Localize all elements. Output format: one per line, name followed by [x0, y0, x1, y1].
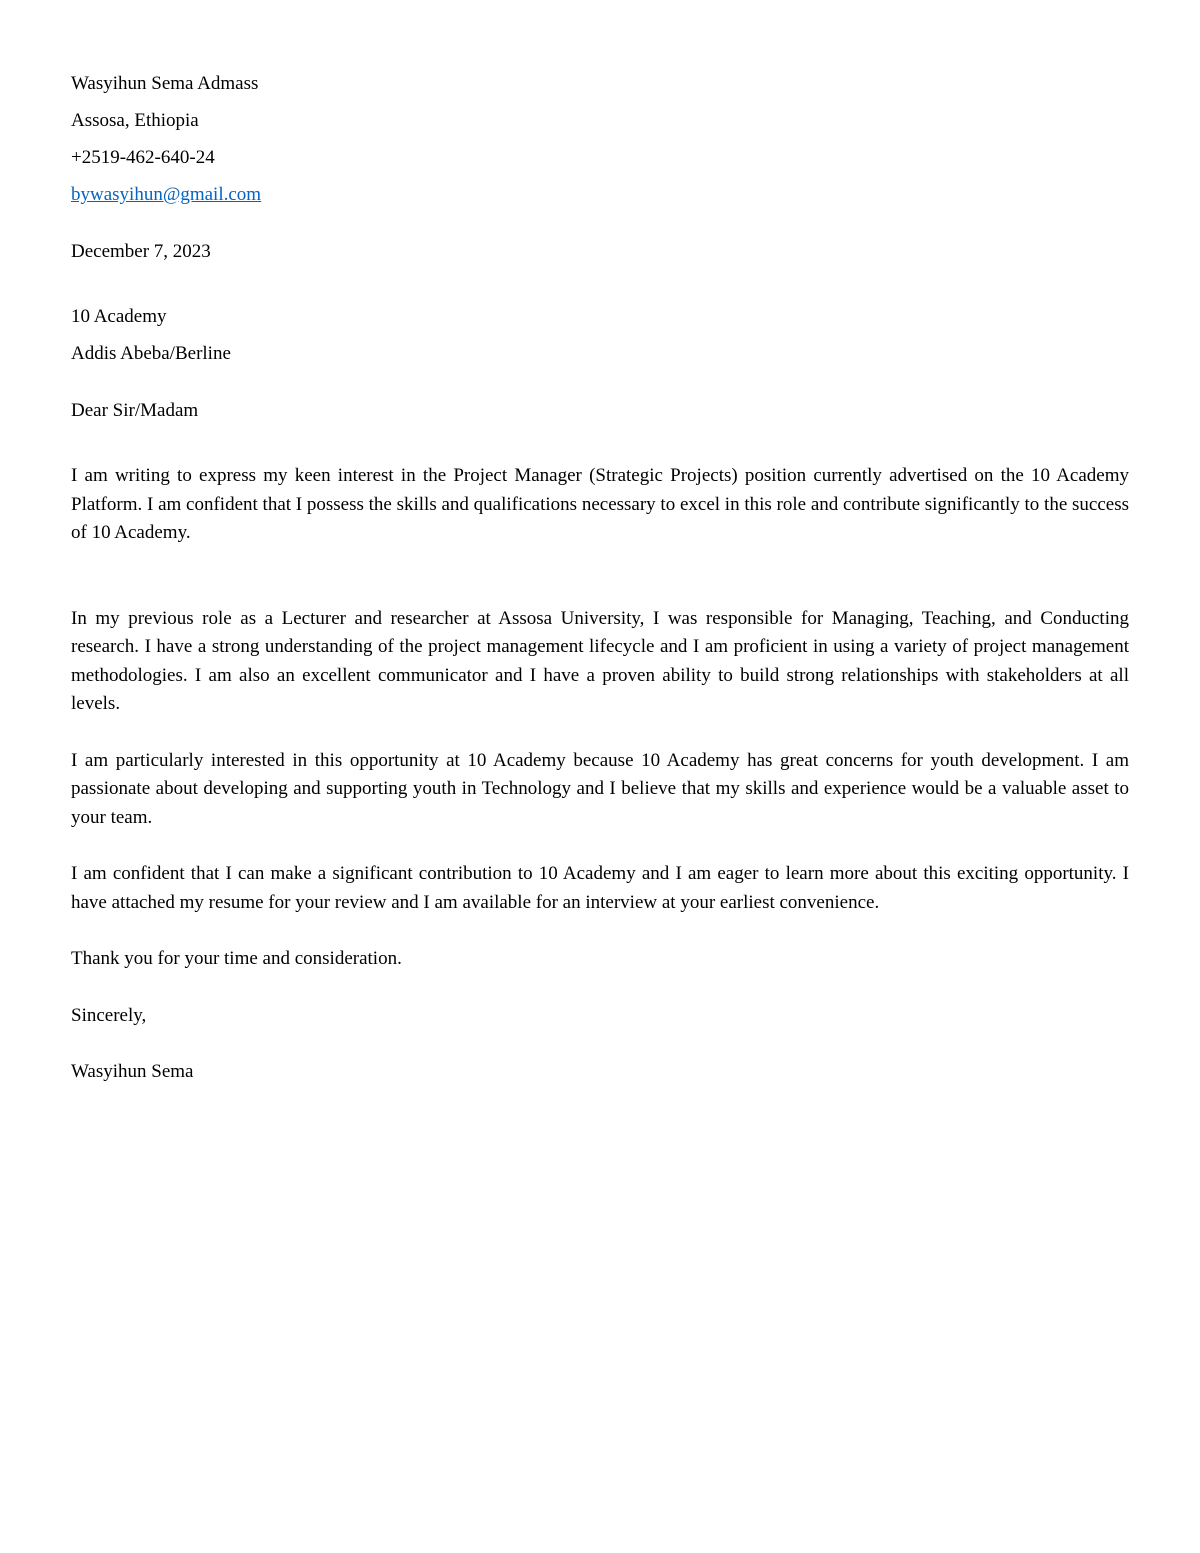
recipient-address: Addis Abeba/Berline [71, 343, 231, 364]
body-paragraph-3: I am particularly interested in this opportunity at 10 Academy because 10 Academy has great concerns for youth development. I am passionate about developing and supporting youth in Technology and I believe that my skills and experience would be a valuable asset to your team. [71, 749, 1129, 828]
thanks-line: Thank you for your time and consideration. [71, 948, 402, 969]
sender-name: Wasyihun Sema Admass [71, 73, 259, 94]
signature-name: Wasyihun Sema [71, 1061, 194, 1082]
sender-location: Assosa, Ethiopia [71, 110, 199, 131]
sender-block [71, 70, 1129, 210]
body-paragraph-2: In my previous role as a Lecturer and researcher at Assosa University, I was responsible for Managing, Teaching, and Conducting research. I have a strong understanding of the project management lifecycle and I am proficient in using a variety of project management methodologies. I am also an excellent communicator and I have a proven ability to build strong relationships with stakeholders at all levels. [71, 607, 1129, 714]
sender-email-line [71, 181, 1129, 210]
salutation: Dear Sir/Madam [71, 399, 199, 421]
sender-phone: +2519-462-640-24 [71, 147, 215, 168]
closing-line: Sincerely, [71, 1004, 147, 1026]
recipient-block [71, 303, 1129, 369]
recipient-organization: 10 Academy [71, 306, 167, 327]
letter-date: December 7, 2023 [71, 240, 211, 262]
letter-content [71, 70, 1129, 1087]
body-paragraph-1: I am writing to express my keen interest in the Project Manager (Strategic Projects) position currently advertised on the 10 Academy Platform. I am confident that I possess the skills and qualifications necessary to excel in this role and contribute significantly to the success of 10 Academy. [71, 465, 1129, 543]
body-paragraph-4: I am confident that I can make a significant contribution to 10 Academy and I am eager to learn more about this exciting opportunity. I have attached my resume for your review and I am available for an interview at your earliest convenience. [71, 863, 1129, 913]
sender-email-link[interactable]: bywasyihun@gmail.com [71, 184, 262, 205]
